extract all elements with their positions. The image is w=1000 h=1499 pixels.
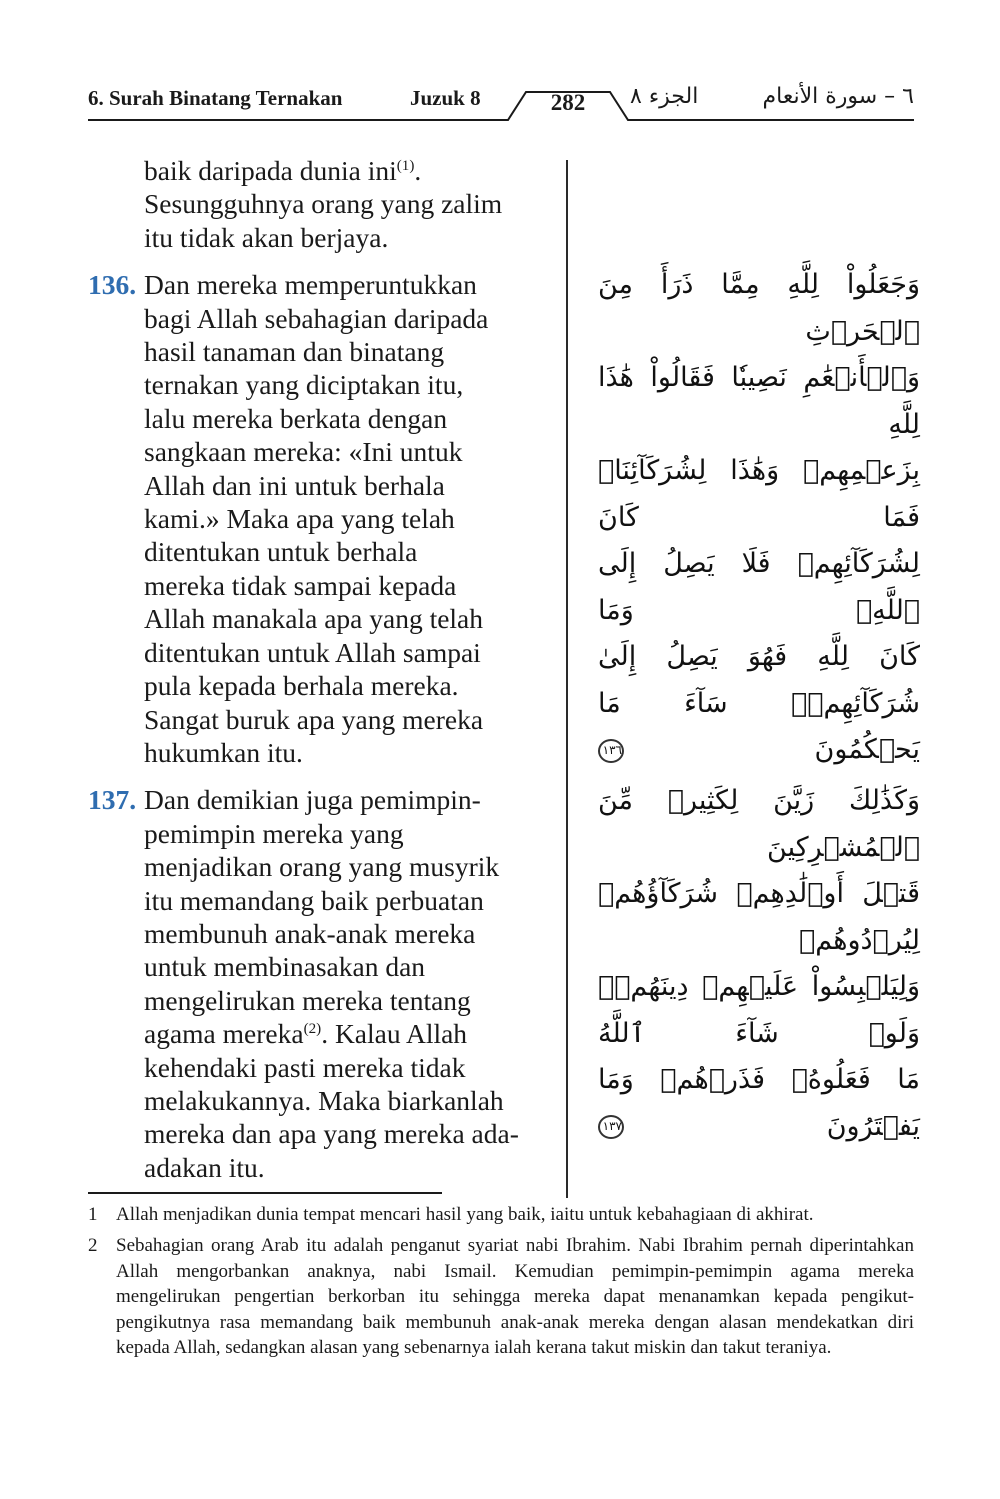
ayah-number-marker: ١٣٧ — [598, 1115, 624, 1139]
text-line: ditentukan untuk Allah sampai — [144, 636, 481, 668]
text-line: hasil tanaman dan binatang — [144, 336, 445, 368]
text-line: untuk membinasakan dan — [144, 951, 426, 983]
text-line: membunuh anak-anak mereka — [144, 917, 476, 949]
juz-arabic: الجزء ٨ — [630, 84, 699, 109]
arabic-ayah-137 — [598, 778, 920, 1150]
text-line: mereka tidak sampai kepada — [144, 569, 457, 601]
footnote-number: 2 — [88, 1235, 98, 1257]
text-line: adakan itu. — [144, 1151, 265, 1183]
arabic-line: شُرَكَآئِهِمۡۗ سَآءَ مَا يَحۡكُمُونَ ١٣٦ — [598, 687, 920, 765]
footnote-number: 1 — [88, 1204, 98, 1225]
text-line: baik daripada dunia ini$^{(1)}$. — [144, 155, 422, 186]
surah-title: 6. Surah Binatang Ternakan — [88, 86, 343, 110]
arabic-line: وَكَذَٰلِكَ زَيَّنَ لِكَثِيرٖ مِّنَ ٱلۡمُشۡرِكِينَ — [598, 785, 920, 863]
arabic-line: وَٱلۡأَنۡعَٰمِ نَصِيبٗا فَقَالُواْ هَٰذَا لِلَّهِ — [598, 362, 920, 440]
juzuk-label: Juzuk 8 — [410, 86, 481, 110]
text-line: kehendaki pasti mereka tidak — [144, 1051, 466, 1083]
text-line: lalu mereka berkata dengan — [144, 402, 448, 434]
ayah-number-marker: ١٣٦ — [598, 739, 624, 763]
text-line: pemimpin mereka yang — [144, 817, 404, 849]
footnote-1 — [88, 1202, 914, 1227]
column-divider — [566, 160, 568, 1198]
text-line: itu memandang baik perbuatan — [144, 884, 484, 916]
text-line: Sangat buruk apa yang mereka — [144, 703, 484, 735]
footnotes — [88, 1202, 914, 1366]
text-line: bagi Allah sebahagian daripada — [144, 302, 489, 334]
page-number: 282 — [550, 90, 586, 115]
footnote-2 — [88, 1233, 914, 1360]
text-line: Dan demikian juga pemimpin- — [144, 784, 481, 816]
text-line: Allah manakala apa yang telah — [144, 603, 484, 635]
text-line: Sesungguhnya orang yang zalim — [144, 188, 503, 220]
surah-arabic: ٦ – سورة الأنعام — [762, 84, 914, 109]
text-line: mengelirukan mereka tentang — [144, 984, 471, 1016]
text-line: sangkaan mereka: «Ini untuk — [144, 436, 463, 468]
text-line: agama mereka$^{(2)}$. Kalau Allah — [144, 1018, 468, 1050]
verse-number: 136. — [88, 269, 137, 301]
footnote-text: Sebahagian orang Arab itu adalah penganut syariat nabi Ibrahim. Nabi Ibrahim pernah diperintahkan Allah mengorbankan anaknya, nabi Ismail. Kemudian pemimpin-pemimpin agama mereka mengelirukan pengertian berkorban itu sehingga mereka dapat menanamkan kepada pengikut-pengikutnya rasa memandang baik membunuh anak-anak mereka dengan alasan mendekatkan diri kepada Allah, sedangkan alasan yang sebenarnya ialah kerana takut miskin dan takut teraniya. — [116, 1235, 914, 1359]
text-line: hukumkan itu. — [144, 736, 303, 768]
text-line: melakukannya. Maka biarkanlah — [144, 1084, 504, 1116]
arabic-line: لِشُرَكَآئِهِمۡ فَلَا يَصِلُ إِلَى ٱللَّهِۖ وَمَا — [598, 548, 920, 626]
footnote-text: Allah menjadikan dunia tempat mencari hasil yang baik, iaitu untuk kebahagiaan di akhirat. — [116, 1204, 814, 1225]
footnote-ref[interactable]: (2) — [303, 1021, 322, 1037]
verse-number: 137. — [88, 784, 137, 816]
arabic-line: مَا فَعَلُوهُۖ فَذَرۡهُمۡ وَمَا يَفۡتَرُونَ ١٣٧ — [598, 1064, 920, 1142]
text-line: kami.» Maka apa yang telah — [144, 503, 455, 535]
translation-column — [88, 154, 556, 1184]
text-line: mereka dan apa yang mereka ada- — [144, 1118, 519, 1150]
arabic-ayah-136 — [598, 262, 920, 774]
carryover-paragraph — [88, 154, 556, 254]
verse-137 — [88, 783, 556, 1184]
text-line: pula kepada berhala mereka. — [144, 670, 459, 702]
footnote-ref[interactable]: (1) — [396, 157, 415, 174]
page-header — [88, 82, 914, 132]
verse-136 — [88, 268, 556, 769]
arabic-line: قَتۡلَ أَوۡلَٰدِهِمۡ شُرَكَآؤُهُمۡ لِيُرۡدُوهُمۡ — [598, 878, 920, 956]
arabic-line: بِزَعۡمِهِمۡ وَهَٰذَا لِشُرَكَآئِنَاۖ فَمَا كَانَ — [598, 455, 920, 533]
text-line: ditentukan untuk berhala — [144, 536, 418, 568]
text-line: Allah dan ini untuk berhala — [144, 469, 445, 501]
arabic-line: كَانَ لِلَّهِ فَهُوَ يَصِلُ إِلَىٰ — [598, 641, 920, 672]
text-line: menjadikan orang yang musyrik — [144, 851, 500, 883]
text-line: ternakan yang diciptakan itu, — [144, 369, 464, 401]
text-line: Dan mereka memperuntukkan — [144, 269, 477, 301]
footnote-rule — [88, 1192, 442, 1194]
arabic-line: وَلِيَلۡبِسُواْ عَلَيۡهِمۡ دِينَهُمۡۖ وَلَوۡ شَآءَ ٱللَّهُ — [598, 971, 920, 1049]
arabic-line: وَجَعَلُواْ لِلَّهِ مِمَّا ذَرَأَ مِنَ ٱلۡحَرۡثِ — [598, 269, 920, 347]
text-line: itu tidak akan berjaya. — [144, 221, 389, 253]
